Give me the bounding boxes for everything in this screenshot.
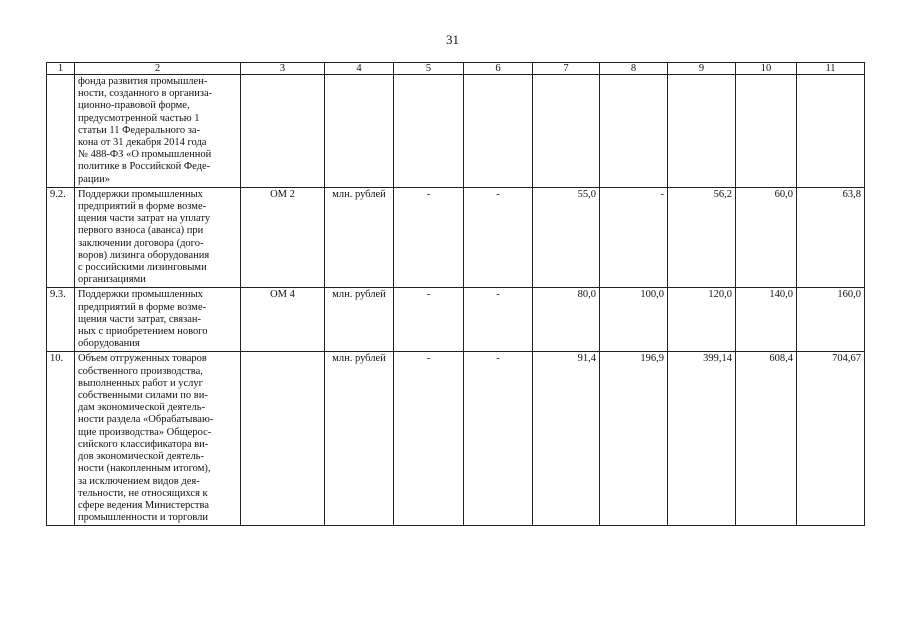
indicator-name-line: предприятий в форме возме- <box>78 201 207 213</box>
indicator-name-line: щие производства» Общерос- <box>78 426 212 438</box>
table-row <box>47 352 865 526</box>
value-cell: 60,0 <box>736 187 797 288</box>
value-cell: 704,67 <box>797 352 865 526</box>
indicator-name-line: ности, созданного в организа- <box>78 88 213 100</box>
value-cell: - <box>464 352 533 526</box>
row-number-cell: 9.3. <box>47 288 75 352</box>
code-cell <box>241 352 325 526</box>
indicator-name-cell <box>75 187 241 288</box>
indicator-name-line: выполненных работ и услуг <box>78 377 203 389</box>
row-number-cell <box>47 75 75 188</box>
value-cell: - <box>464 187 533 288</box>
value-cell: 63,8 <box>797 187 865 288</box>
value-cell: 56,2 <box>668 187 736 288</box>
indicator-name-line: первого взноса (аванса) при <box>78 225 204 237</box>
header-cell: 4 <box>325 63 394 75</box>
value-cell: 120,0 <box>668 288 736 352</box>
code-cell: ОМ 4 <box>241 288 325 352</box>
indicator-name-line: промышленности и торговли <box>78 512 209 524</box>
header-cell: 7 <box>533 63 600 75</box>
indicator-name-line: фонда развития промышлен- <box>78 76 208 87</box>
indicator-name-line: собственными силами по ви- <box>78 390 208 402</box>
indicator-name-line: Поддержки промышленных <box>78 188 203 200</box>
unit-cell <box>325 75 394 188</box>
value-cell <box>394 75 464 188</box>
header-cell: 6 <box>464 63 533 75</box>
indicator-name-line: Поддержки промышленных <box>78 289 203 301</box>
header-cell: 8 <box>600 63 668 75</box>
value-cell: 55,0 <box>533 187 600 288</box>
indicator-name-line: дов экономической деятель- <box>78 451 204 463</box>
indicator-name-line: с российскими лизинговыми <box>78 262 207 274</box>
row-number-cell: 10. <box>47 352 75 526</box>
indicator-name-line: воров) лизинга оборудования <box>78 249 210 261</box>
value-cell <box>533 75 600 188</box>
header-cell: 10 <box>736 63 797 75</box>
indicator-name-line: предусмотренной частью 1 <box>78 112 200 124</box>
header-cell: 5 <box>394 63 464 75</box>
value-cell <box>668 75 736 188</box>
value-cell: 91,4 <box>533 352 600 526</box>
indicator-name-line: за исключением видов дея- <box>78 475 200 487</box>
page-number: 31 <box>446 32 459 47</box>
value-cell: - <box>394 288 464 352</box>
code-cell <box>241 75 325 188</box>
value-cell <box>797 75 865 188</box>
indicator-name-line: дам экономической деятель- <box>78 402 206 414</box>
indicator-name-line: организациями <box>78 274 146 286</box>
indicator-name-line: политике в Российской Феде- <box>78 161 211 173</box>
indicator-name-line: Объем отгруженных товаров <box>78 353 207 365</box>
indicator-name-line: ности (накопленным итогом), <box>78 463 211 475</box>
indicator-name-line: сийского классификатора ви- <box>78 438 209 450</box>
value-cell: 160,0 <box>797 288 865 352</box>
indicator-name-line: кона от 31 декабря 2014 года <box>78 137 207 149</box>
indicator-name-line: щения части затрат, связан- <box>78 313 202 325</box>
value-cell: 80,0 <box>533 288 600 352</box>
value-cell <box>600 75 668 188</box>
header-cell: 2 <box>75 63 241 75</box>
value-cell: 140,0 <box>736 288 797 352</box>
code-cell: ОМ 2 <box>241 187 325 288</box>
header-row <box>47 63 865 75</box>
indicator-name-line: оборудования <box>78 338 140 350</box>
indicator-name-line: ности раздела «Обрабатываю- <box>78 414 214 426</box>
value-cell: 399,14 <box>668 352 736 526</box>
indicator-name-line: заключении договора (дого- <box>78 237 204 249</box>
indicator-name-line: ных с приобретением нового <box>78 326 208 338</box>
value-cell: - <box>600 187 668 288</box>
value-cell: 608,4 <box>736 352 797 526</box>
value-cell: - <box>394 352 464 526</box>
indicator-name-line: ционно-правовой форме, <box>78 100 190 112</box>
indicator-name-line: собственного производства, <box>78 365 203 377</box>
value-cell <box>736 75 797 188</box>
header-cell: 1 <box>47 63 75 75</box>
value-cell: 196,9 <box>600 352 668 526</box>
table-row <box>47 75 865 188</box>
row-number-cell: 9.2. <box>47 187 75 288</box>
header-cell: 11 <box>797 63 865 75</box>
indicator-name-line: предприятий в форме возме- <box>78 301 207 313</box>
indicator-name-line: щения части затрат на уплату <box>78 213 211 225</box>
unit-cell: млн. рублей <box>325 352 394 526</box>
value-cell: 100,0 <box>600 288 668 352</box>
header-cell: 3 <box>241 63 325 75</box>
indicator-name-line: сфере ведения Министерства <box>78 499 209 511</box>
indicator-name-line: № 488-ФЗ «О промышленной <box>78 149 212 161</box>
indicators-table <box>46 62 865 526</box>
indicator-name-cell <box>75 352 241 526</box>
indicator-name-cell <box>75 75 241 188</box>
unit-cell: млн. рублей <box>325 187 394 288</box>
value-cell: - <box>394 187 464 288</box>
table-row <box>47 288 865 352</box>
indicator-name-line: рации» <box>78 173 111 185</box>
unit-cell: млн. рублей <box>325 288 394 352</box>
value-cell <box>464 75 533 188</box>
indicator-name-cell <box>75 288 241 352</box>
value-cell: - <box>464 288 533 352</box>
header-cell: 9 <box>668 63 736 75</box>
indicator-name-line: статьи 11 Федерального за- <box>78 124 201 136</box>
indicator-name-line: тельности, не относящихся к <box>78 487 208 499</box>
table-row <box>47 187 865 288</box>
